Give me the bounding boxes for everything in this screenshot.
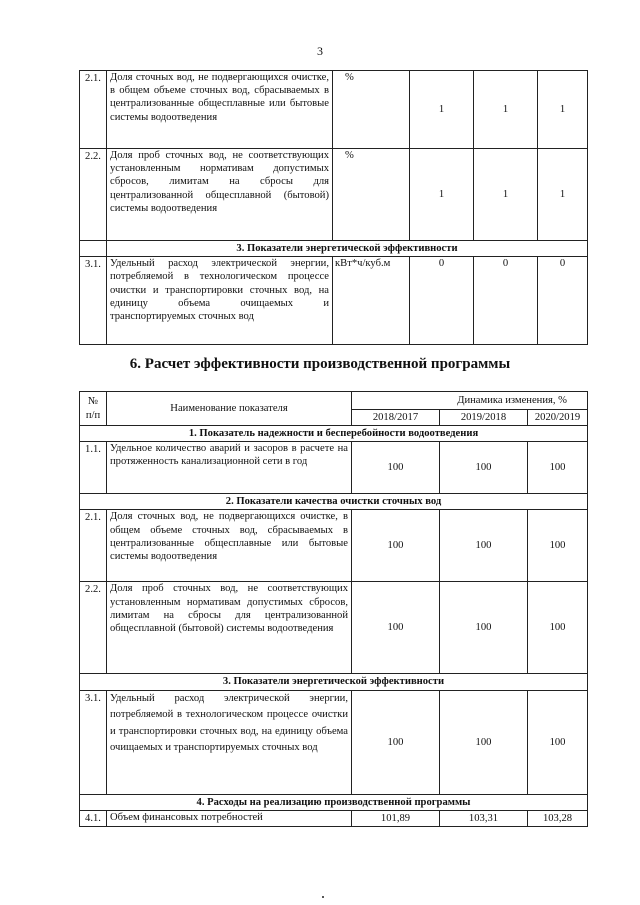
- value-cell: 100: [352, 582, 440, 674]
- row-number: 4.1.: [80, 810, 107, 826]
- header-row: [80, 392, 588, 410]
- value-cell: 1: [410, 71, 474, 149]
- section-row: [80, 426, 588, 442]
- indicator-name: Объем финансовых потребностей: [107, 810, 352, 826]
- row-number: 3.1.: [80, 690, 107, 794]
- row-number: 2.1.: [80, 510, 107, 582]
- section-row: [80, 674, 588, 690]
- value-cell: 100: [352, 690, 440, 794]
- row-number: 2.2.: [80, 149, 107, 241]
- value-cell: 100: [528, 582, 588, 674]
- value-cell: 100: [528, 442, 588, 494]
- unit-cell: %: [333, 71, 410, 149]
- indicator-name: Удельное количество аварий и засоров в расчете на протяженность канализационной сети в год: [107, 442, 352, 494]
- section-heading: 3. Показатели энергетической эффективности: [107, 241, 588, 257]
- column-header-year: 2018/2017: [352, 410, 440, 426]
- indicator-name: Удельный расход электрической энергии, потребляемой в технологическом процессе очистки и транспортировки сточных вод, на единицу объема очищаемых и транспортируемых сточных вод: [107, 690, 352, 794]
- indicator-name: Доля проб сточных вод, не соответствующих установленным нормативам допустимых сбросов, лимитам на сбросы для централизованной общесплавной (бытовой) системы водоотведения: [107, 149, 333, 241]
- table-row: [80, 690, 588, 794]
- value-cell: 100: [440, 582, 528, 674]
- row-number: 3.1.: [80, 257, 107, 345]
- column-header-number: № п/п: [80, 392, 107, 426]
- value-cell: 100: [440, 510, 528, 582]
- unit-cell: кВт*ч/куб.м: [333, 257, 410, 345]
- column-header-dynamics: Динамика изменения, %: [352, 392, 588, 410]
- scan-speck: [322, 896, 324, 898]
- section-heading: 4. Расходы на реализацию производственной программы: [80, 794, 588, 810]
- value-cell: 100: [528, 510, 588, 582]
- column-header-year: 2020/2019: [528, 410, 588, 426]
- section-title: 6. Расчет эффективности производственной программы: [129, 356, 511, 372]
- column-header-name: Наименование показателя: [107, 392, 352, 426]
- table-row: [80, 149, 588, 241]
- value-cell: 103,31: [440, 810, 528, 826]
- value-cell: 1: [474, 71, 538, 149]
- section-heading: 3. Показатели энергетической эффективности: [80, 674, 588, 690]
- indicator-name: Доля сточных вод, не подвергающихся очистке, в общем объеме сточных вод, сбрасываемых в централизованные общесплавные или бытовые системы водоотведения: [107, 510, 352, 582]
- column-header-year: 2019/2018: [440, 410, 528, 426]
- section-row: [80, 494, 588, 510]
- value-cell: 100: [440, 442, 528, 494]
- table-row: [80, 582, 588, 674]
- row-number: 2.2.: [80, 582, 107, 674]
- page-number: 3: [317, 44, 323, 58]
- value-cell: 1: [538, 71, 588, 149]
- value-cell: 1: [410, 149, 474, 241]
- section-heading: 2. Показатели качества очистки сточных вод: [80, 494, 588, 510]
- table-row: [80, 510, 588, 582]
- section-heading: 1. Показатель надежности и бесперебойности водоотведения: [80, 426, 588, 442]
- unit-cell: %: [333, 149, 410, 241]
- table-row: [80, 442, 588, 494]
- value-cell: 1: [538, 149, 588, 241]
- row-number: 2.1.: [80, 71, 107, 149]
- value-cell: 100: [528, 690, 588, 794]
- indicator-name: Доля проб сточных вод, не соответствующих установленным нормативам допустимых сбросов, лимитам на сбросы для централизованной общесплавной (бытовой) системы водоотведения: [107, 582, 352, 674]
- row-number: 1.1.: [80, 442, 107, 494]
- indicators-table-continued: [79, 70, 588, 345]
- indicator-name: Доля сточных вод, не подвергающихся очистке, в общем объеме сточных вод, сбрасываемых в централизованные общесплавные или бытовые системы водоотведения: [107, 71, 333, 149]
- value-cell: 103,28: [528, 810, 588, 826]
- value-cell: 0: [474, 257, 538, 345]
- table-row: [80, 810, 588, 826]
- section-row: [80, 241, 588, 257]
- value-cell: 1: [474, 149, 538, 241]
- value-cell: 0: [538, 257, 588, 345]
- table-row: [80, 257, 588, 345]
- efficiency-table: [79, 391, 588, 827]
- value-cell: 100: [352, 510, 440, 582]
- section-row: [80, 794, 588, 810]
- table-row: [80, 71, 588, 149]
- value-cell: 101,89: [352, 810, 440, 826]
- value-cell: 100: [352, 442, 440, 494]
- value-cell: 100: [440, 690, 528, 794]
- indicator-name: Удельный расход электрической энергии, потребляемой в технологическом процессе очистки и транспортировки сточных вод, на единицу объема очищаемых и транспортируемых сточных вод: [107, 257, 333, 345]
- value-cell: 0: [410, 257, 474, 345]
